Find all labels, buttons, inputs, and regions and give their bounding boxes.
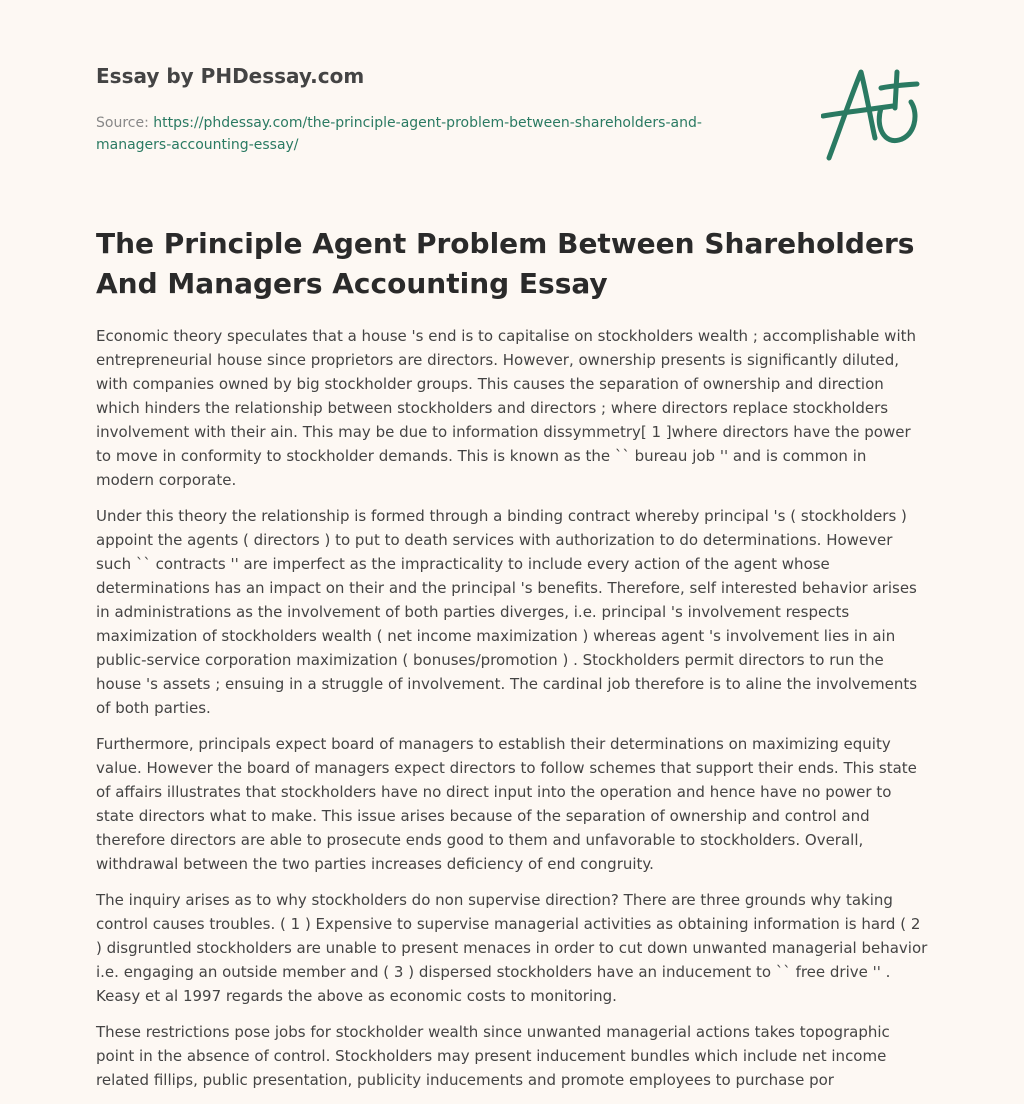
paragraph: Furthermore, principals expect board of managers to establish their determinations on maximizing equity value. However the board of managers expect directors to follow schemes that support their ends. This state of affairs illustrates that stockholders have no direct input into the operation and hence have no power to state directors what to make. This issue arises because of the separation of ownership and control and therefore directors are able to prosecute ends good to them and unfavorable to stockholders. Overall, withdrawal between the two parties increases deficiency of end congruity. [96, 735, 917, 873]
essay-body [96, 324, 928, 1104]
paragraph: These restrictions pose jobs for stockholder wealth since unwanted managerial actions takes topographic point in the absence of control. Stockholders may present inducement bundles which include net income related fillips, public presentation, publicity inducements and promote employees to purchase por [96, 1023, 890, 1089]
source-label: Source: [96, 115, 154, 131]
a-plus-grade-icon [821, 66, 931, 166]
paragraph: Under this theory the relationship is formed through a binding contract whereby principal 's ( stockholders ) appoint the agents ( directors ) to put to death services with authorization to do determinations. However such `` contracts '' are imperfect as the impracticality to include every action of the agent whose determinations has an impact on their and the principal 's benefits. Therefore, self interested behavior arises in administrations as the involvement of both parties diverges, i.e. principal 's involvement respects maximization of stockholders wealth ( net income maximization ) whereas agent 's involvement lies in ain public-service corporation maximization ( bonuses/promotion ) . Stockholders permit directors to run the house 's assets ; ensuing in a struggle of involvement. The cardinal job therefore is to aline the involvements of both parties. [96, 507, 918, 717]
document-title: The Principle Agent Problem Between Shareholders And Managers Accounting Essay [96, 227, 915, 300]
paragraph: The inquiry arises as to why stockholders do non supervise direction? There are three grounds why taking control causes troubles. ( 1 ) Expensive to supervise managerial activities as obtaining information is hard ( 2 ) disgruntled stockholders are unable to present menaces in order to cut down unwanted managerial behavior i.e. engaging an outside member and ( 3 ) dispersed stockholders have an inducement to `` free drive '' . Keasy et al 1997 regards the above as economic costs to monitoring. [96, 891, 928, 1005]
site-title: Essay by PHDessay.com [96, 64, 365, 88]
source-link[interactable]: https://phdessay.com/the-principle-agent-problem-between-shareholders-and-managers-accounting-essay/ [96, 115, 702, 153]
page-header [96, 0, 928, 200]
source-line [96, 112, 756, 156]
paragraph: Economic theory speculates that a house 's end is to capitalise on stockholders wealth ; accomplishable with entrepreneurial house since proprietors are directors. However, ownership presents is significantly diluted, with companies owned by big stockholder groups. This causes the separation of ownership and direction which hinders the relationship between stockholders and directors ; where directors replace stockholders involvement with their ain. This may be due to information dissymmetry[ 1 ]where directors have the power to move in conformity to stockholder demands. This is known as the `` bureau job '' and is common in modern corporate. [96, 327, 917, 489]
essay-page [96, 0, 928, 1089]
